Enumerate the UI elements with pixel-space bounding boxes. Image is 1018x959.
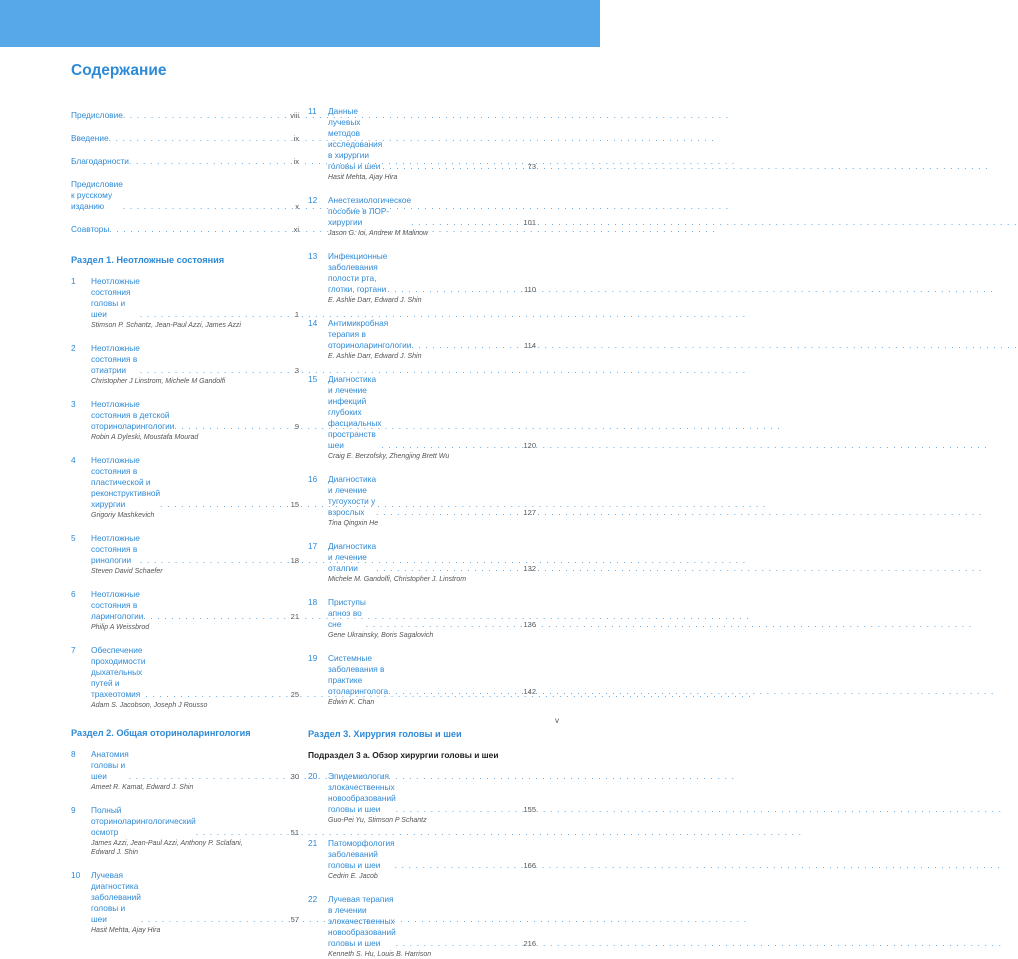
chapter-number: 11: [308, 106, 317, 116]
chapter-authors: E. Ashlie Darr, Edward J. Shin: [328, 353, 422, 360]
chapter-number: 2: [71, 343, 76, 353]
chapter-number: 18: [308, 597, 318, 607]
chapter-number: 22: [308, 894, 318, 904]
chapter-number: 5: [71, 533, 76, 543]
toc-chapter-entry[interactable]: 9 Полный оториноларингологический осмотр . . . 51 James Azzi, Jean-Paul Azzi, Anthony P. Sclafani, Edward J. Shin: [71, 805, 299, 857]
chapter-authors: Hasit Mehta, Ajay Hira: [91, 927, 161, 934]
toc-chapter-entry[interactable]: 18 Приступы апноэ во сне . . . 136 Gene Ukrainsky, Boris Sagalovich: [308, 597, 536, 640]
chapter-number: 14: [308, 318, 318, 328]
page-title: Содержание: [71, 62, 167, 79]
toc-chapter-entry[interactable]: 22 Лучевая терапия в лечении злокачественных новообразований головы и шеи . . . 216 Kenneth S. Hu, Louis B. Harrison: [308, 894, 536, 959]
chapter-number: 20: [308, 771, 318, 781]
chapter-authors: Tina Qingxin He: [328, 520, 379, 527]
toc-chapter-entry[interactable]: 6 Неотложные состояния в ларингологии . . . 21 Philip A Weissbrod: [71, 589, 299, 632]
section-heading: Раздел 3. Хирургия головы и шеи: [308, 729, 462, 739]
chapter-number: 1: [71, 276, 76, 286]
chapter-authors: Guo-Pei Yu, Stimson P Schantz: [328, 817, 427, 824]
chapter-authors: Steven David Schaefer: [91, 568, 163, 575]
section-heading: Раздел 1. Неотложные состояния: [71, 255, 225, 265]
toc-chapter-entry[interactable]: 10 Лучевая диагностика заболеваний головы и шеи . . . 57 Hasit Mehta, Ajay Hira: [71, 870, 299, 935]
chapter-authors: Ameet R. Kamat, Edward J. Shin: [91, 784, 194, 791]
toc-chapter-entry[interactable]: 17 Диагностика и лечение оталгии . . . 132 Michele M. Gandolfi, Christopher J. Linstrom: [308, 541, 536, 584]
section-heading: Раздел 2. Общая оториноларингология: [71, 728, 251, 738]
toc-front-entry[interactable]: Предисловие . . . viii: [71, 110, 299, 121]
toc-chapter-entry[interactable]: 20 Эпидемиология злокачественных новообразований головы и шеи . . . 155 Guo-Pei Yu, Stimson P Schantz: [308, 771, 536, 825]
chapter-authors: Adam S. Jacobson, Joseph J Rousso: [91, 702, 208, 709]
chapter-number: 9: [71, 805, 76, 815]
toc-chapter-entry[interactable]: 8 Анатомия головы и шеи . . . 30 Ameet R. Kamat, Edward J. Shin: [71, 749, 299, 792]
header-bar: [0, 0, 600, 47]
toc-chapter-entry[interactable]: 11 Данные лучевых методов исследования в хирургии головы и шеи . . . 73 Hasit Mehta, Ajay Hira: [308, 106, 536, 182]
toc-chapter-entry[interactable]: 7 Обеспечение проходимости дыхательных путей и трахеотомия . . . 25 Adam S. Jacobson, Joseph J Rousso: [71, 645, 299, 710]
chapter-authors: James Azzi, Jean-Paul Azzi, Anthony P. Sclafani, Edward J. Shin: [91, 840, 243, 856]
chapter-number: 8: [71, 749, 76, 759]
toc-front-entry[interactable]: Благодарности . . . ix: [71, 156, 299, 167]
chapter-authors: Robin A Dyleski, Moustafa Mourad: [91, 434, 199, 441]
chapter-number: 16: [308, 474, 318, 484]
toc-chapter-entry[interactable]: 4 Неотложные состояния в пластической и реконструктивной хирургии . . . 15 Grigoriy Mashkevich: [71, 455, 299, 520]
chapter-number: 4: [71, 455, 76, 465]
chapter-number: 6: [71, 589, 76, 599]
chapter-authors: Christopher J Linstrom, Michele M Gandolfi: [91, 378, 226, 385]
chapter-number: 13: [308, 251, 318, 261]
chapter-authors: Stimson P. Schantz, Jean-Paul Azzi, James Azzi: [91, 322, 241, 329]
chapter-number: 15: [308, 374, 318, 384]
toc-front-entry[interactable]: Соавторы . . . xi: [71, 224, 299, 235]
chapter-number: 10: [71, 870, 81, 880]
chapter-authors: Craig E. Berzofsky, Zhengjing Brett Wu: [328, 453, 450, 460]
toc-chapter-entry[interactable]: 3 Неотложные состояния в детской оториноларингологии . . . 9 Robin A Dyleski, Moustafa Mourad: [71, 399, 299, 442]
toc-chapter-entry[interactable]: 1 Неотложные состояния головы и шеи . . . 1 Stimson P. Schantz, Jean-Paul Azzi, James Azzi: [71, 276, 299, 330]
toc-chapter-entry[interactable]: 14 Антимикробная терапия в оториноларингологии . . . 114 E. Ashlie Darr, Edward J. Shin: [308, 318, 536, 361]
toc-chapter-entry[interactable]: 21 Патоморфология заболеваний головы и шеи . . . 166 Cedrin E. Jacob: [308, 838, 536, 881]
chapter-authors: Michele M. Gandolfi, Christopher J. Linstrom: [328, 576, 467, 583]
chapter-number: 7: [71, 645, 76, 655]
chapter-authors: Grigoriy Mashkevich: [91, 512, 155, 519]
chapter-authors: Gene Ukrainsky, Boris Sagalovich: [328, 632, 434, 639]
chapter-authors: E. Ashlie Darr, Edward J. Shin: [328, 297, 422, 304]
toc-left-column: [71, 100, 299, 935]
chapter-number: 21: [308, 838, 318, 848]
toc-chapter-entry[interactable]: 15 Диагностика и лечение инфекций глубоких фасциальных пространств шеи . . . 120 Craig E. Berzofsky, Zhengjing Brett Wu: [308, 374, 536, 461]
chapter-number: 19: [308, 653, 318, 663]
chapter-authors: Hasit Mehta, Ajay Hira: [328, 174, 398, 181]
toc-chapter-entry[interactable]: 19 Системные заболевания в практике отоларинголога . . . 142 Edwin K. Chan: [308, 653, 536, 707]
toc-chapter-entry[interactable]: 5 Неотложные состояния в ринологии . . . 18 Steven David Schaefer: [71, 533, 299, 576]
toc-right-column: [308, 106, 536, 959]
toc-chapter-entry[interactable]: 16 Диагностика и лечение тугоухости у взрослых . . . 127 Tina Qingxin He: [308, 474, 536, 528]
toc-chapter-entry[interactable]: 13 Инфекционные заболевания полости рта, глотки, гортани . . . 110 E. Ashlie Darr, Edward J. Shin: [308, 251, 536, 305]
chapter-number: 12: [308, 195, 318, 205]
chapter-authors: Jason G. Ioi, Andrew M Malinow: [328, 230, 429, 237]
toc-chapter-entry[interactable]: 12 Анестезиологическое пособие в ЛОР-хирургии . . . 101 Jason G. Ioi, Andrew M Malinow: [308, 195, 536, 238]
chapter-authors: Philip A Weissbrod: [91, 624, 150, 631]
subsection-heading: Подраздел 3 а. Обзор хирургии головы и шеи: [308, 750, 499, 760]
toc-front-entry[interactable]: Введение . . . ix: [71, 133, 299, 144]
chapter-authors: Cedrin E. Jacob: [328, 873, 378, 880]
chapter-number: 3: [71, 399, 76, 409]
chapter-authors: Kenneth S. Hu, Louis B. Harrison: [328, 951, 432, 958]
chapter-number: 17: [308, 541, 318, 551]
toc-chapter-entry[interactable]: 2 Неотложные состояния в отиатрии . . . 3 Christopher J Linstrom, Michele M Gandolfi: [71, 343, 299, 386]
chapter-authors: Edwin K. Chan: [328, 699, 375, 706]
page-number: v: [555, 716, 559, 725]
toc-front-entry[interactable]: Предисловие к русскому изданию . . . x: [71, 179, 299, 212]
